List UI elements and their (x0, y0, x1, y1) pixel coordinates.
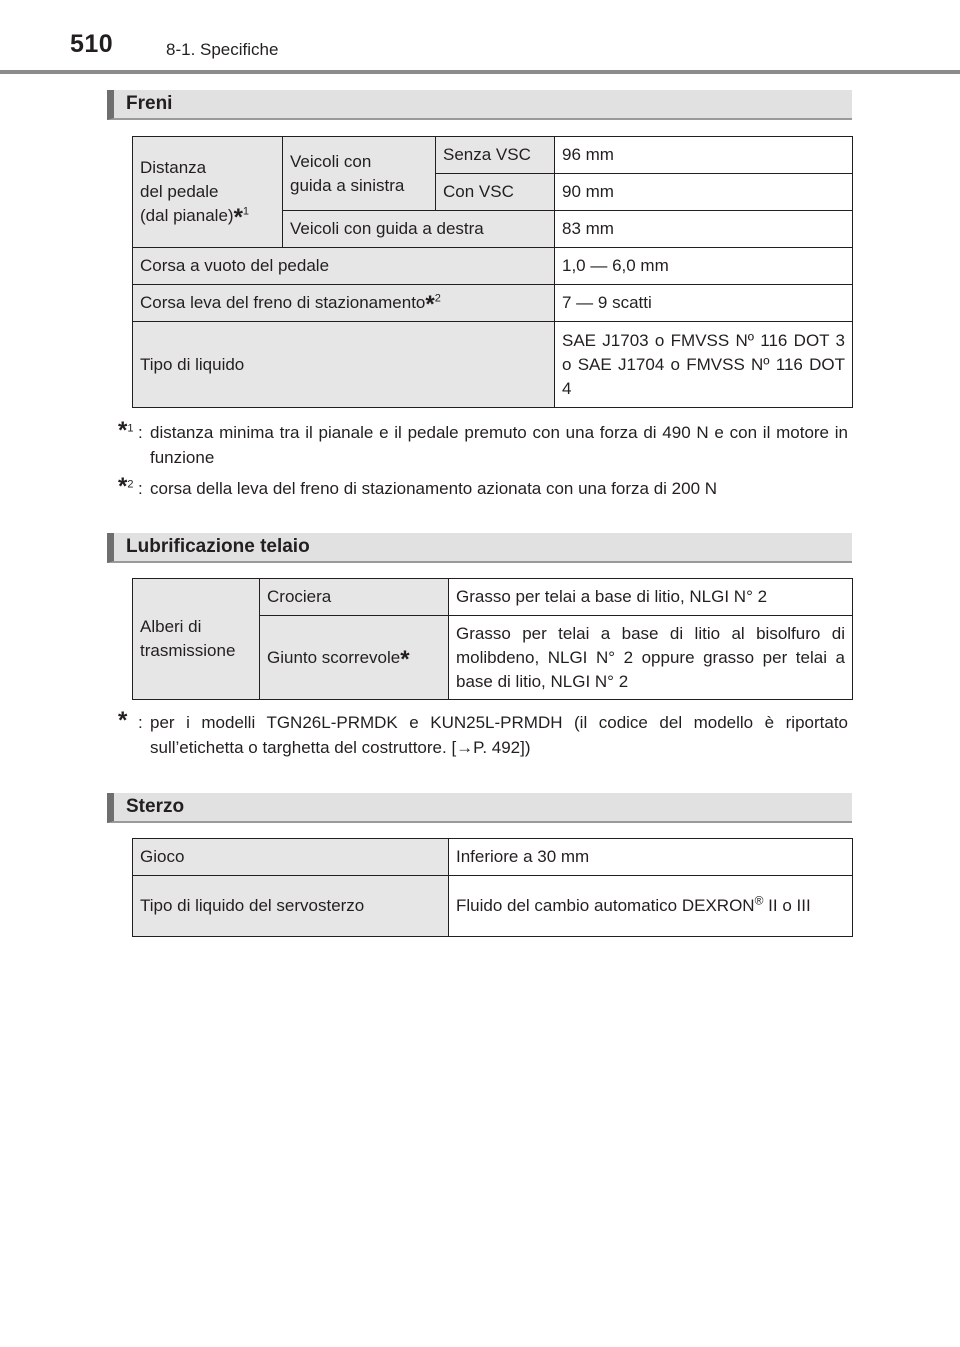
without-vsc-value: 96 mm (555, 137, 853, 174)
cross-label: Crociera (260, 579, 449, 616)
slip-label: Giunto scorrevole* (260, 616, 449, 700)
footnote-text: distanza minima tra il pianale e il pedale premuto con una forza di 490 N e con il motore in funzione (150, 423, 848, 467)
play-label: Gioco (133, 839, 449, 876)
without-vsc-label: Senza VSC (436, 137, 555, 174)
fluid-value: SAE J1703 o FMVSS Nº 116 DOT 3 o SAE J1704 o FMVSS Nº 116 DOT 4 (555, 322, 853, 408)
section-header-chassis (107, 533, 852, 563)
table-row (133, 322, 853, 408)
section-title: Freni (126, 93, 173, 114)
section-header-brakes (107, 90, 852, 120)
section-title: Lubrificazione telaio (126, 536, 310, 557)
lhd-label: Veicoli con guida a sinistra (283, 137, 436, 211)
header-rule (0, 70, 960, 74)
footnote-chassis: * : per i modelli TGN26L-PRMDK e KUN25L-PRMDH (il codice del modello è riportato sull’etichetta o targhetta del costruttore. [→P. 492]) (118, 710, 848, 760)
shaft-label: Alberi di trasmissione (133, 579, 260, 700)
footnote-2: *$^2$ : corsa della leva del freno di stazionamento azionata con una forza di 200 N (118, 476, 848, 501)
rhd-value: 83 mm (555, 211, 853, 248)
free-play-label: Corsa a vuoto del pedale (133, 248, 555, 285)
footnote-text: corsa della leva del freno di stazionamento azionata con una forza di 200 N (150, 479, 718, 498)
with-vsc-label: Con VSC (436, 174, 555, 211)
page-number: 510 (70, 30, 114, 58)
table-row (133, 876, 853, 937)
parking-travel-label: Corsa leva del freno di stazionamento*$^2$ (133, 285, 555, 322)
footnote-text: per i modelli TGN26L-PRMDK e KUN25L-PRMDH (il codice del modello è riportato sull’etichetta o targhetta del costruttore. [→P. 492]) (150, 713, 848, 757)
slip-value: Grasso per telai a base di litio al bisolfuro di molibdeno, NLGI N° 2 oppure grasso per telai a base di litio, NLGI N° 2 (449, 616, 853, 700)
parking-travel-value: 7 — 9 scatti (555, 285, 853, 322)
table-row (133, 839, 853, 876)
section-path: 8-1. Specifiche (166, 40, 279, 59)
steering-fluid-value: Fluido del cambio automatico DEXRON® II o III (449, 876, 853, 937)
rhd-label: Veicoli con guida a destra (283, 211, 555, 248)
with-vsc-value: 90 mm (555, 174, 853, 211)
table-row (133, 137, 853, 174)
table-row (133, 579, 853, 616)
pedal-distance-label: Distanza del pedale (dal pianale)*$^1$ (133, 137, 283, 248)
brakes-table (132, 136, 853, 408)
page-header (0, 0, 960, 76)
cross-value: Grasso per telai a base di litio, NLGI N° 2 (449, 579, 853, 616)
footnote-1: *$^1$ : distanza minima tra il pianale e il pedale premuto con una forza di 490 N e con il motore in funzione (118, 420, 848, 470)
steering-fluid-label: Tipo di liquido del servosterzo (133, 876, 449, 937)
table-row (133, 285, 853, 322)
table-row (133, 248, 853, 285)
steering-table (132, 838, 853, 937)
section-header-steering (107, 793, 852, 823)
chassis-table (132, 578, 853, 700)
play-value: Inferiore a 30 mm (449, 839, 853, 876)
section-title: Sterzo (126, 796, 185, 817)
fluid-label: Tipo di liquido (133, 322, 555, 408)
free-play-value: 1,0 — 6,0 mm (555, 248, 853, 285)
